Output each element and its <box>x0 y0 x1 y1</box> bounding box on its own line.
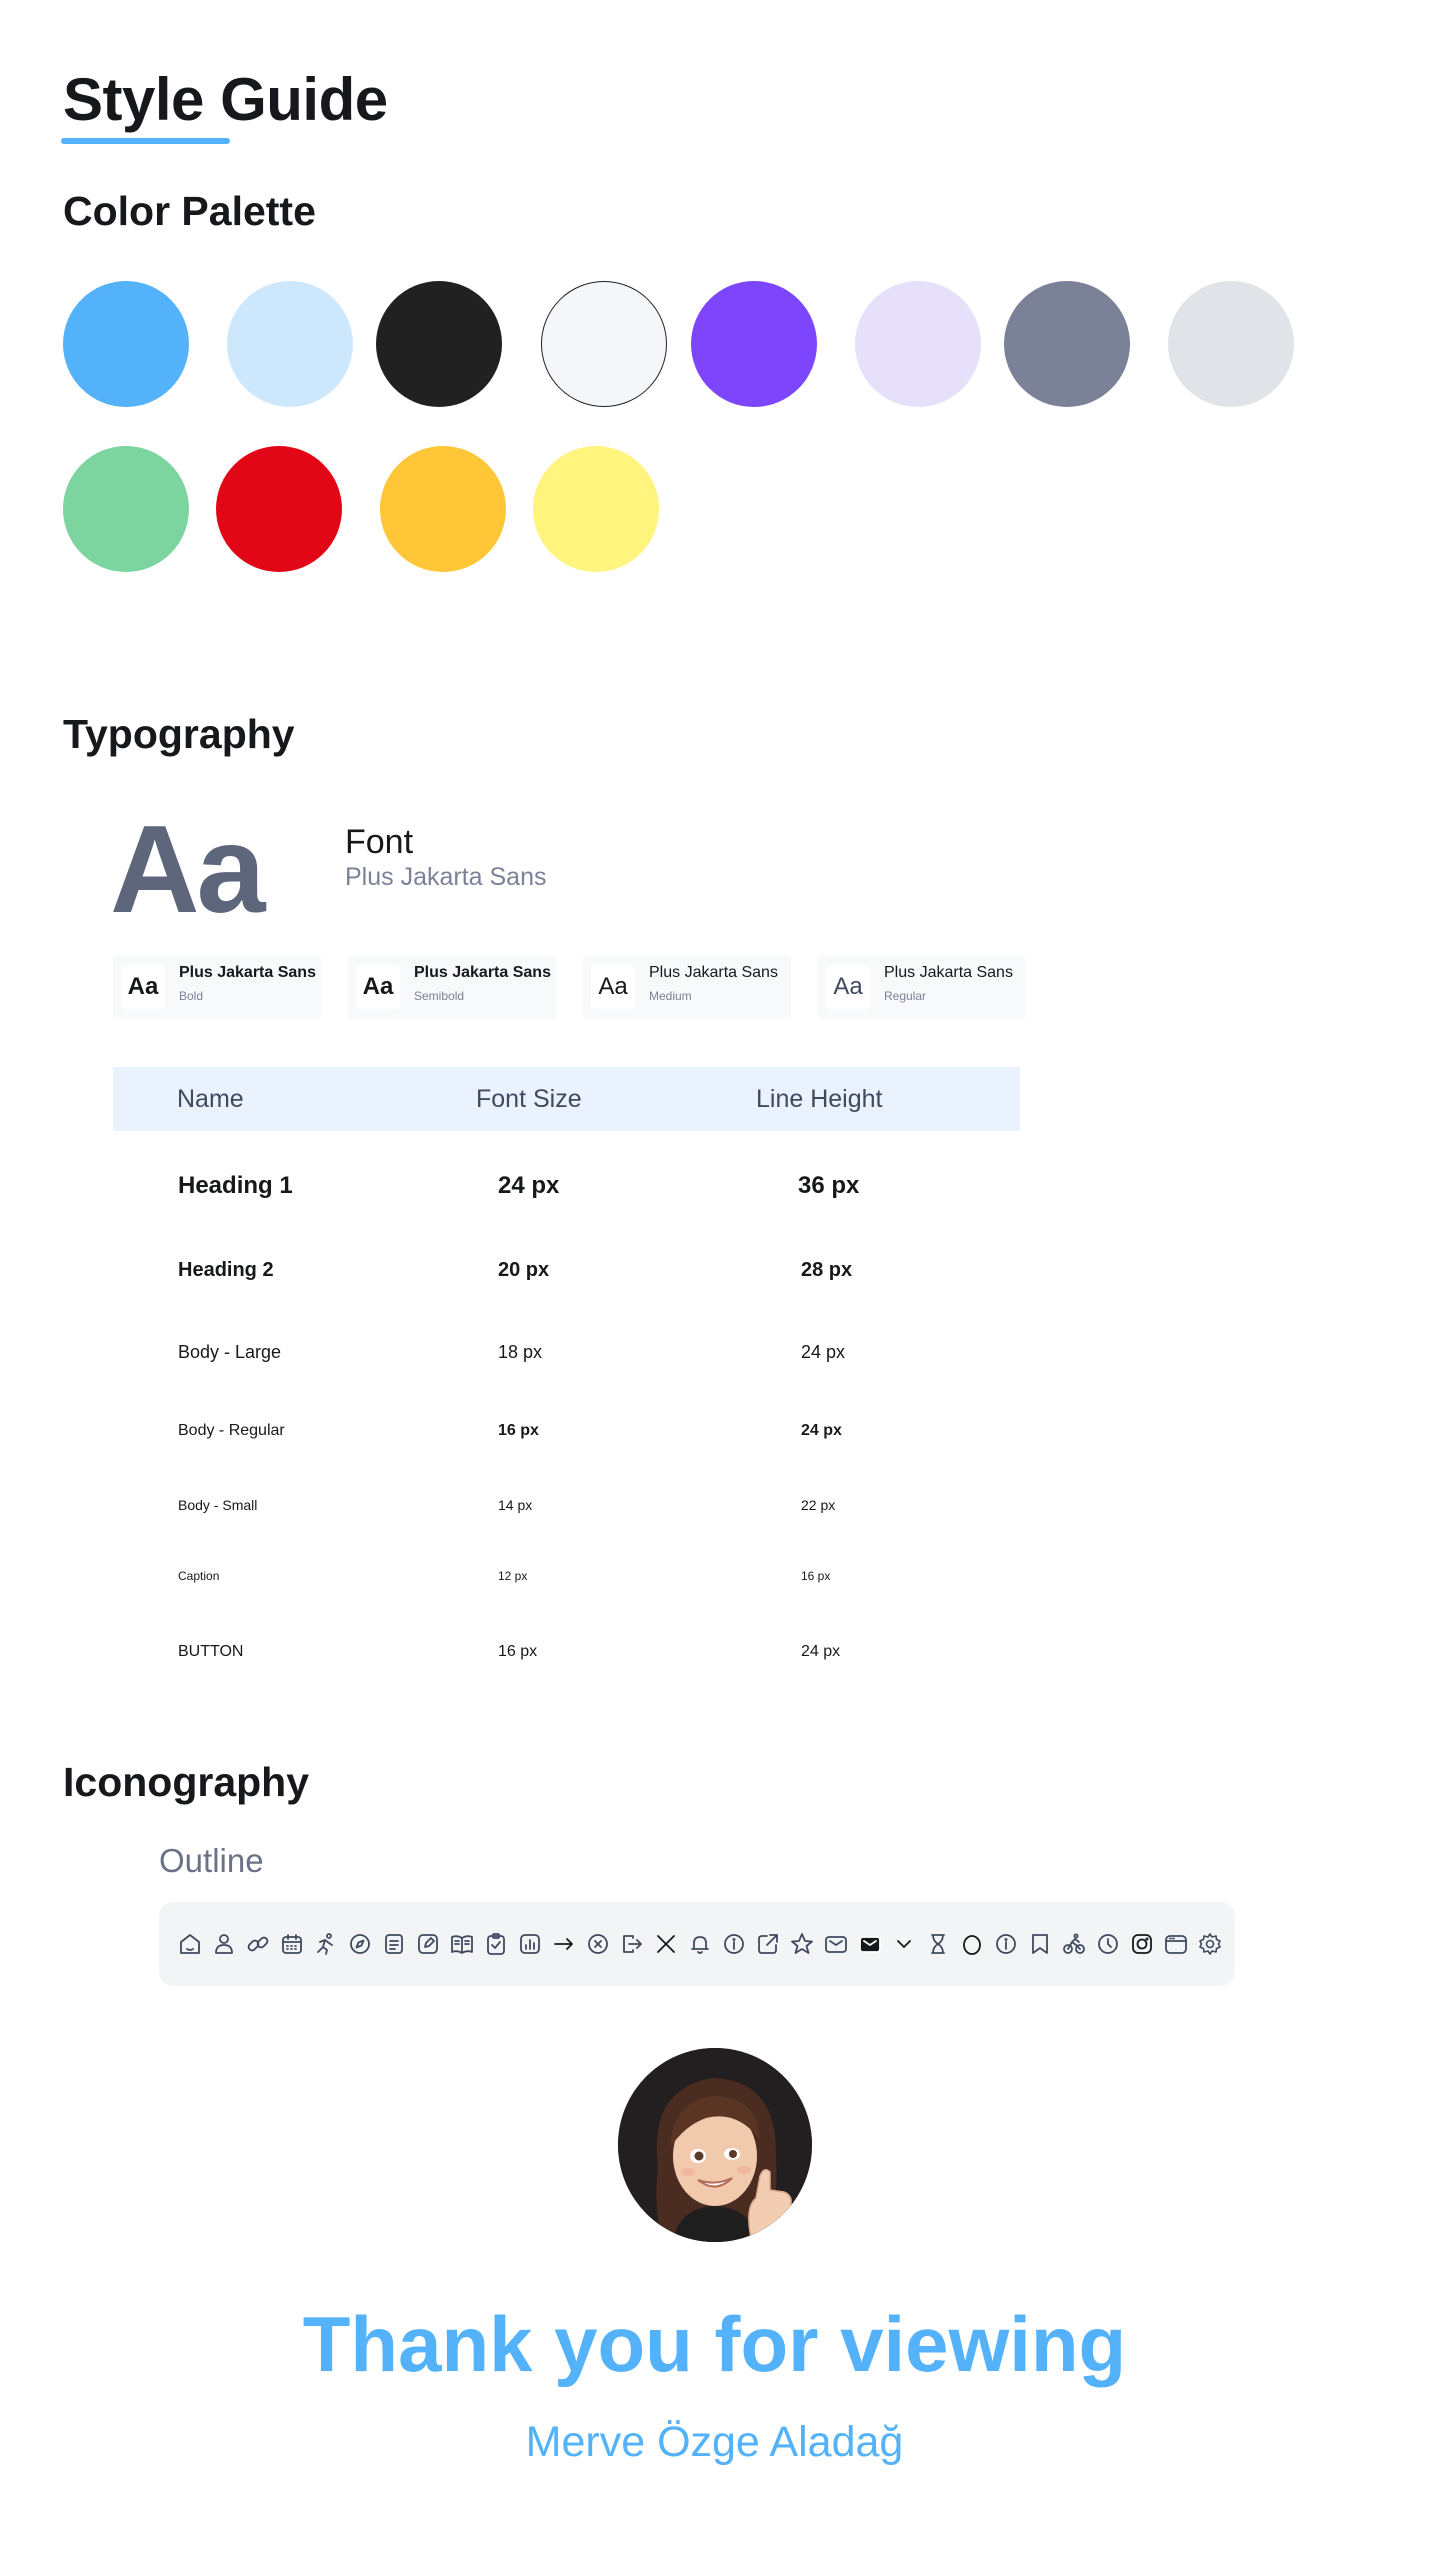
browser-icon <box>1162 1930 1190 1958</box>
table-cell-name: Body - Regular <box>178 1422 285 1439</box>
weight-sample: Aa <box>826 965 870 1009</box>
bell-icon <box>686 1930 714 1958</box>
font-weight-card-semibold <box>348 955 556 1019</box>
table-cell-size: 18 px <box>498 1342 543 1362</box>
font-weight-card-medium <box>583 955 791 1019</box>
weight-label: Bold <box>179 989 204 1003</box>
table-cell-line-height: 24 px <box>801 1422 842 1439</box>
document-icon <box>380 1930 408 1958</box>
running-icon <box>312 1930 340 1958</box>
chart-icon <box>516 1930 544 1958</box>
thank-you-heading: Thank you for viewing <box>302 2300 1127 2388</box>
settings-icon <box>1196 1930 1224 1958</box>
weight-label: Regular <box>884 989 927 1003</box>
color-swatch <box>1004 281 1130 407</box>
font-weight-card-bold <box>113 955 321 1019</box>
edit-icon <box>414 1930 442 1958</box>
table-cell-line-height: 16 px <box>801 1569 831 1583</box>
chevron-down-icon <box>890 1930 918 1958</box>
color-swatch <box>380 446 506 572</box>
weight-sample: Aa <box>121 965 165 1009</box>
mail-filled-icon <box>856 1930 884 1958</box>
weight-label: Semibold <box>414 989 465 1003</box>
info-circle-icon <box>720 1930 748 1958</box>
info-circle-icon <box>992 1930 1020 1958</box>
instagram-icon <box>1128 1930 1156 1958</box>
font-family-name: Plus Jakarta Sans <box>345 863 547 891</box>
color-swatch <box>227 281 353 407</box>
table-cell-size: 14 px <box>498 1497 533 1513</box>
table-cell-line-height: 24 px <box>801 1643 841 1660</box>
font-weight-card-regular <box>818 955 1026 1019</box>
compass-icon <box>346 1930 374 1958</box>
color-swatch <box>691 281 817 407</box>
weight-label: Medium <box>649 989 692 1003</box>
author-name: Merve Özge Aladağ <box>525 2418 904 2466</box>
table-cell-line-height: 28 px <box>801 1259 853 1281</box>
mail-icon <box>822 1930 850 1958</box>
typography-heading: Typography <box>63 711 295 757</box>
table-cell-name: Heading 2 <box>178 1259 274 1281</box>
iconography-heading: Iconography <box>63 1759 310 1805</box>
table-cell-size: 16 px <box>498 1643 538 1660</box>
color-swatch <box>855 281 981 407</box>
color-swatch <box>376 281 502 407</box>
color-swatch <box>216 446 342 572</box>
table-cell-name: Heading 1 <box>178 1172 293 1199</box>
column-header-name: Name <box>177 1085 244 1113</box>
color-swatch <box>63 281 189 407</box>
weight-sample: Aa <box>591 965 635 1009</box>
table-cell-size: 16 px <box>498 1422 539 1439</box>
bookmark-icon <box>1026 1930 1054 1958</box>
title-underline <box>61 138 230 144</box>
close-circle-icon <box>584 1930 612 1958</box>
book-open-icon <box>448 1930 476 1958</box>
color-swatch <box>1168 281 1294 407</box>
clipboard-check-icon <box>482 1930 510 1958</box>
link-icon <box>244 1930 272 1958</box>
column-header-font-size: Font Size <box>476 1085 582 1113</box>
close-icon <box>652 1930 680 1958</box>
font-sample-large: Aa <box>110 801 263 939</box>
weight-font-name: Plus Jakarta Sans <box>649 964 778 981</box>
page-title: Style Guide <box>63 66 388 133</box>
weight-font-name: Plus Jakarta Sans <box>884 964 1013 981</box>
weight-sample: Aa <box>356 965 400 1009</box>
table-cell-name: BUTTON <box>178 1643 244 1660</box>
column-header-line-height: Line Height <box>756 1085 883 1113</box>
font-label: Font <box>345 823 414 861</box>
home-icon <box>176 1930 204 1958</box>
table-cell-size: 12 px <box>498 1569 528 1583</box>
avatar <box>618 2048 812 2242</box>
user-icon <box>210 1930 238 1958</box>
egg-icon <box>958 1930 986 1958</box>
table-cell-name: Caption <box>178 1569 220 1583</box>
type-scale-table-header <box>113 1067 1020 1131</box>
color-swatch <box>63 446 189 572</box>
icon-style-subtitle: Outline <box>159 1842 264 1879</box>
hourglass-icon <box>924 1930 952 1958</box>
table-cell-name: Body - Small <box>178 1497 258 1513</box>
color-swatch <box>541 281 667 407</box>
color-swatch <box>533 446 659 572</box>
table-cell-size: 24 px <box>498 1172 560 1199</box>
table-cell-name: Body - Large <box>178 1342 282 1362</box>
arrow-right-icon <box>550 1930 578 1958</box>
calendar-icon <box>278 1930 306 1958</box>
weight-font-name: Plus Jakarta Sans <box>414 964 551 981</box>
table-cell-size: 20 px <box>498 1259 550 1281</box>
table-cell-line-height: 36 px <box>798 1172 860 1199</box>
bicycle-icon <box>1060 1930 1088 1958</box>
clock-icon <box>1094 1930 1122 1958</box>
external-link-icon <box>754 1930 782 1958</box>
table-cell-line-height: 22 px <box>801 1497 836 1513</box>
weight-font-name: Plus Jakarta Sans <box>179 964 316 981</box>
star-icon <box>788 1930 816 1958</box>
color-palette-heading: Color Palette <box>63 188 316 234</box>
table-cell-line-height: 24 px <box>801 1342 846 1362</box>
logout-icon <box>618 1930 646 1958</box>
